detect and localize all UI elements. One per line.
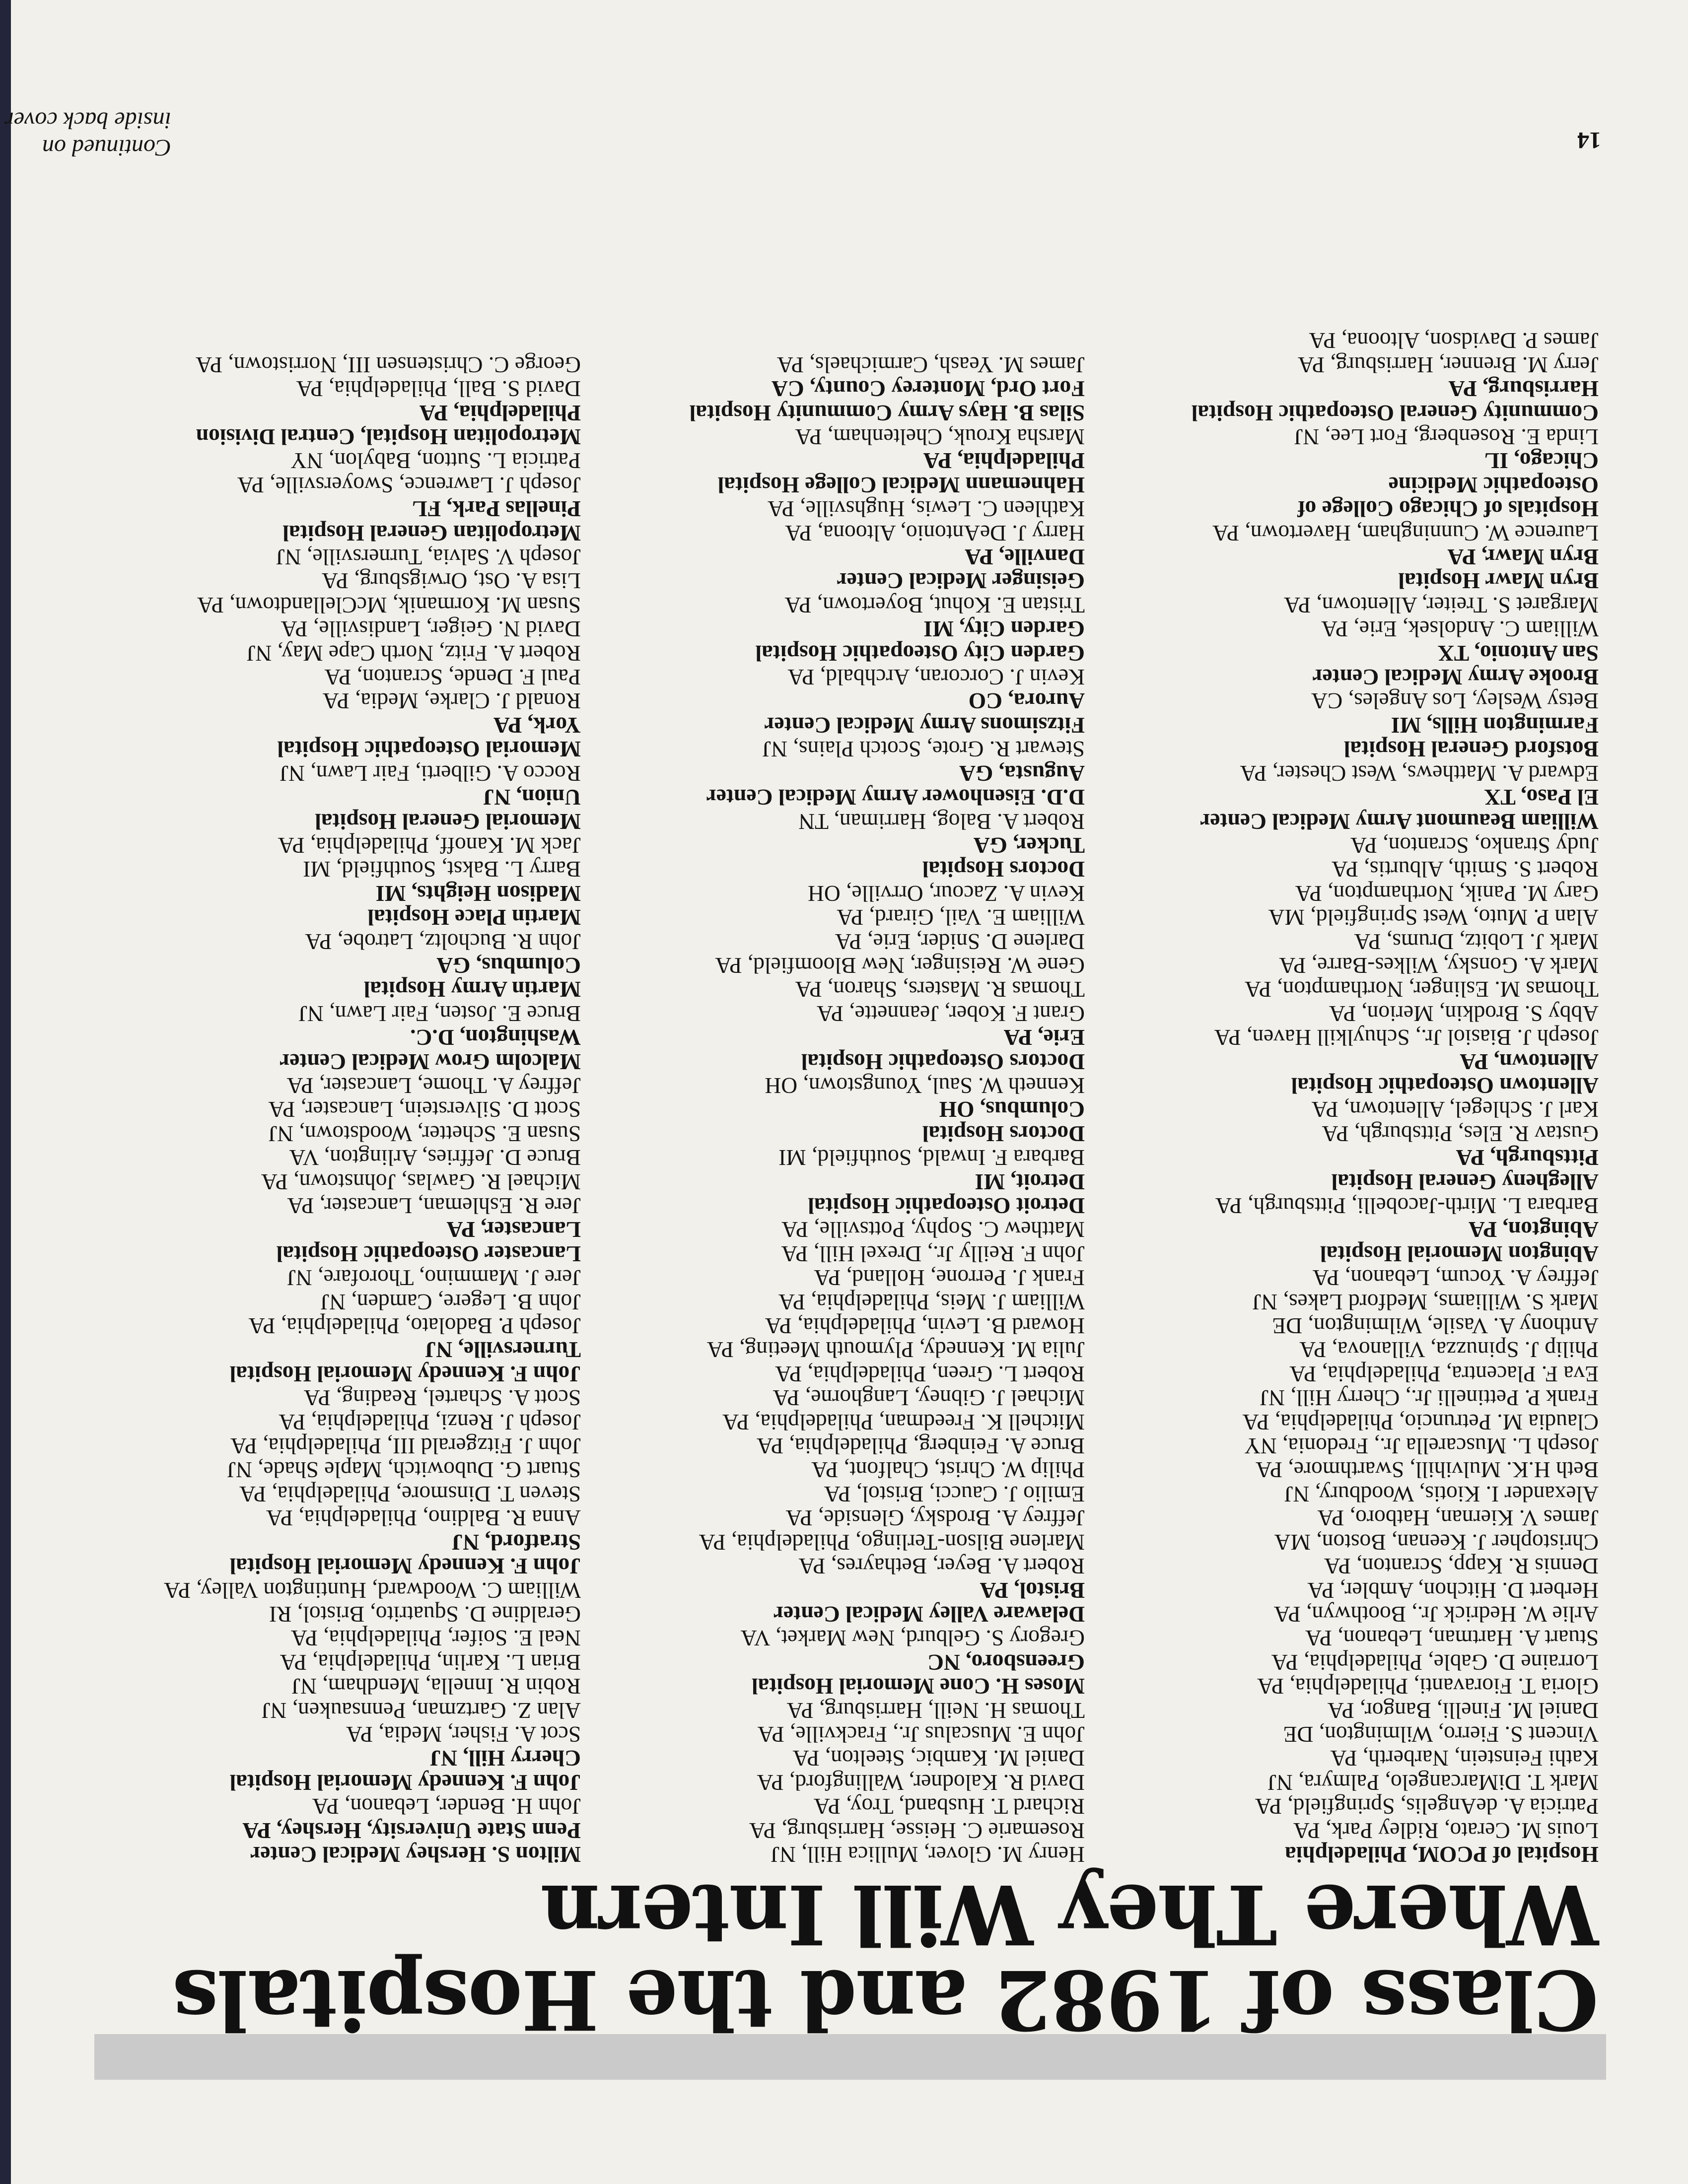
intern-entry: Vincent S. Fierro, Wilmington, DE	[1283, 1721, 1599, 1747]
intern-entry: Jere J. Mammino, Thorofare, NJ	[287, 1265, 581, 1291]
intern-entry: Mark S. Williams, Medford Lakes, NJ	[1252, 1289, 1599, 1315]
intern-entry: Thomas H. Neill, Harrisburg, PA	[786, 1698, 1085, 1723]
intern-entry: Eva F. Placentra, Philadelphia, PA	[1289, 1361, 1599, 1387]
hospital-heading: Delaware Valley Medical Center	[773, 1601, 1085, 1627]
intern-entry: Thomas R. Masters, Sharon, PA	[795, 977, 1085, 1003]
intern-entry: Tristan E. Kohut, Boyertown, PA	[784, 592, 1085, 618]
intern-entry: Paul F. Dende, Scranton, PA	[324, 665, 581, 690]
hospital-heading: Memorial Osteopathic Hospital	[277, 737, 581, 762]
intern-entry: Lisa A. Ost, Orwigsburg, PA	[321, 568, 581, 594]
intern-entry: Scott A. Schartel, Reading, PA	[303, 1385, 581, 1411]
intern-entry: George C. Christensen III, Norristown, PA	[196, 352, 581, 378]
intern-entry: Joseph J. Renzi, Philadelphia, PA	[279, 1409, 581, 1435]
hospital-heading: Botsford General Hospital	[1343, 737, 1599, 762]
hospital-heading: Erie, PA	[1003, 1025, 1085, 1051]
intern-entry: Judy Stranko, Scranton, PA	[1350, 832, 1599, 858]
intern-entry: Daniel M. Finelli, Bangor, PA	[1327, 1698, 1599, 1723]
page-number: 14	[1577, 127, 1601, 153]
hospital-heading: William Beaumont Army Medical Center	[1200, 809, 1599, 834]
hospital-heading: Abington Memorial Hospital	[1320, 1241, 1599, 1267]
intern-entry: Kathi Feinstein, Narberth, PA	[1330, 1746, 1599, 1772]
intern-entry: Mitchell K. Freedman, Philadelphia, PA	[722, 1409, 1085, 1435]
hospital-heading: Harrisburg, PA	[1448, 376, 1599, 402]
hospital-heading: Philadelphia, PA	[419, 400, 581, 426]
hospital-heading: Bryn Mawr, PA	[1447, 545, 1599, 570]
intern-entry: Rocco A. Gilberti, Fair Lawn, NJ	[280, 760, 581, 786]
intern-entry: Robert L. Green, Philadelphia, PA	[775, 1361, 1085, 1387]
intern-entry: Christopher J. Keenan, Boston, MA	[1274, 1529, 1599, 1555]
intern-entry: Robin R. Innella, Mendham, NJ	[291, 1674, 581, 1700]
intern-entry: Darlene D. Snider, Erie, PA	[835, 929, 1085, 955]
hospital-heading: Aurora, CO	[968, 688, 1085, 714]
hospital-heading: Lancaster, PA	[446, 1217, 581, 1243]
intern-entry: Lorraine D. Gable, Philadelphia, PA	[1271, 1649, 1599, 1675]
column-1	[1102, 329, 1599, 1866]
intern-entry: Grant F. Kober, Jeannette, PA	[816, 1001, 1085, 1026]
hospital-heading: Doctors Osteopathic Hospital	[801, 1049, 1085, 1075]
intern-entry: Joseph P. Badolato, Philadelphia, PA	[248, 1313, 581, 1339]
intern-entry: John B. Legere, Camden, NJ	[320, 1289, 581, 1315]
hospital-heading: John F. Kennedy Memorial Hospital	[229, 1770, 581, 1795]
hospital-heading: Augusta, GA	[959, 760, 1085, 786]
hospital-heading: Brooke Army Medical Center	[1312, 665, 1599, 690]
intern-entry: Jeffrey A. Brodsky, Glenside, PA	[785, 1505, 1085, 1531]
hospital-heading: Tucker, GA	[973, 832, 1085, 858]
intern-entry: Michael R. Gawlas, Johnstown, PA	[261, 1169, 581, 1195]
hospital-heading: Allentown, PA	[1460, 1049, 1599, 1075]
intern-entry: William E. Vail, Girard, PA	[837, 905, 1085, 931]
intern-entry: Alan P. Muto, West Springfield, MA	[1268, 905, 1599, 931]
intern-entry: Joseph V. Salvia, Turnersville, NJ	[276, 545, 581, 570]
intern-entry: Richard T. Husband, Troy, PA	[813, 1794, 1085, 1820]
hospital-heading: Metropolitan Hospital, Central Division	[196, 424, 581, 450]
intern-entry: Kathleen C. Lewis, Hughsville, PA	[767, 496, 1085, 522]
intern-entry: Gary M. Panik, Northampton, PA	[1295, 881, 1599, 906]
hospital-heading: Martin Army Hospital	[363, 977, 581, 1003]
intern-entry: Gene W. Reisinger, New Bloomfield, PA	[715, 953, 1085, 978]
hospital-heading: Bristol, PA	[980, 1577, 1085, 1603]
intern-entry: David N. Geiger, Landisville, PA	[281, 616, 581, 642]
hospital-heading: Silas B. Hays Army Community Hospital	[689, 400, 1085, 426]
intern-entry: Kevin A. Zacour, Orrville, OH	[808, 881, 1085, 906]
hospital-heading: Madison Heights, MI	[375, 881, 581, 906]
intern-entry: William C. Andolsek, Erie, PA	[1321, 616, 1599, 642]
intern-entry: John F. Reilly Jr., Drexel Hill, PA	[781, 1241, 1085, 1267]
intern-entry: Steven T. Dinsmore, Philadelphia, PA	[239, 1481, 581, 1507]
hospital-heading: Columbus, OH	[939, 1097, 1085, 1123]
intern-entry: Philip W. Christ, Chalfont, PA	[811, 1457, 1085, 1483]
intern-entry: Gregory S. Gelburd, New Market, VA	[740, 1626, 1085, 1651]
hospital-heading: Martin Place Hospital	[367, 905, 581, 931]
intern-entry: Betsy Wesley, Los Angeles, CA	[1311, 688, 1599, 714]
intern-entry: Robert A. Balog, Harriman, TN	[798, 809, 1085, 834]
intern-entry: Henry M. Glover, Mullica Hill, NJ	[771, 1842, 1085, 1867]
hospital-heading: Farmington Hills, MI	[1391, 712, 1599, 738]
intern-entry: Frank P. Pettinelli Jr., Cherry Hill, NJ	[1260, 1385, 1599, 1411]
intern-entry: Robert A. Fritz, North Cape May, NJ	[246, 640, 581, 666]
intern-entry: Geraldine D. Squatrito, Bristol, RI	[269, 1601, 581, 1627]
intern-entry: David R. Kalodner, Wallingford, PA	[757, 1770, 1085, 1795]
hospital-heading: Pittsburgh, PA	[1456, 1145, 1599, 1171]
hospital-heading: Community General Osteopathic Hospital	[1191, 400, 1599, 426]
hospital-heading: Malcolm Grow Medical Center	[280, 1049, 581, 1075]
intern-entry: Jeffrey A. Thome, Lancaster, PA	[286, 1073, 581, 1098]
intern-entry: Margaret S. Treiter, Allentown, PA	[1284, 592, 1599, 618]
intern-entry: Matthew C. Sophy, Pottsville, PA	[781, 1217, 1085, 1243]
hospital-heading: Allegheny General Hospital	[1331, 1169, 1599, 1195]
intern-entry: Alan Z. Gartzman, Pennsauken, NJ	[261, 1698, 581, 1723]
intern-entry: John R. Bucholtz, Latrobe, PA	[305, 929, 581, 955]
intern-entry: Barbara F. Inwald, Southfield, MI	[778, 1145, 1085, 1171]
intern-entry: Stuart G. Dubowitch, Maple Shade, NJ	[227, 1457, 581, 1483]
intern-entry: John E. Muscalus Jr., Frackville, PA	[757, 1721, 1085, 1747]
hospital-heading: Columbus, GA	[436, 953, 581, 978]
intern-entry: Linda E. Rosenberg, Fort Lee, NJ	[1294, 424, 1599, 450]
intern-entry: Emilio J. Caucci, Bristol, PA	[824, 1481, 1085, 1507]
intern-entry: Thomas M. Eslinger, Northampton, PA	[1244, 977, 1599, 1003]
hospital-heading: Pinellas Park, FL	[412, 496, 581, 522]
hospital-heading: Doctors Hospital	[922, 857, 1085, 883]
intern-entry: Harry J. DeAntonio, Altoona, PA	[785, 520, 1085, 546]
hospital-heading: Abington, PA	[1468, 1217, 1599, 1243]
intern-entry: Arlie W. Hedrick Jr., Boothwyn, PA	[1273, 1601, 1599, 1627]
intern-entry: Gloria T. Fioravanti, Philadelphia, PA	[1257, 1674, 1599, 1700]
hospital-heading: Allentown Osteopathic Hospital	[1291, 1073, 1599, 1098]
intern-entry: Neal E. Soifer, Philadelphia, PA	[290, 1626, 581, 1651]
page-title	[173, 1866, 1599, 2048]
hospital-heading: York, PA	[493, 712, 581, 738]
hospital-heading: Chicago, IL	[1484, 448, 1599, 474]
hospital-heading: Washington, D.C.	[410, 1025, 581, 1051]
intern-entry: Herbert D. Hitchon, Ambler, PA	[1307, 1577, 1599, 1603]
hospital-heading: San Antonio, TX	[1437, 640, 1599, 666]
intern-entry: Jere R. Eshleman, Lancaster, PA	[287, 1193, 581, 1219]
intern-entry: Jerry M. Brenner, Harrisburg, PA	[1297, 352, 1599, 378]
hospital-heading: Memorial General Hospital	[315, 809, 581, 834]
intern-entry: Rosemarie C. Heisse, Harrisburg, PA	[749, 1818, 1085, 1843]
intern-entry: Daniel M. Kambic, Steelton, PA	[792, 1746, 1085, 1772]
hospital-heading: Turnersville, NJ	[424, 1337, 581, 1363]
intern-entry: Ronald J. Clarke, Media, PA	[322, 688, 581, 714]
hospital-heading: Stratford, NJ	[451, 1529, 581, 1555]
intern-entry: Bruce D. Jeffries, Arlington, VA	[289, 1145, 581, 1171]
hospital-heading: Union, NJ	[483, 785, 581, 811]
hospital-heading: Bryn Mawr Hospital	[1398, 568, 1599, 594]
column-2	[588, 352, 1085, 1866]
intern-entry: Scott D. Silverstein, Lancaster, PA	[268, 1097, 581, 1123]
page-title-line-1: Class of 1982 and the Hospitals	[173, 1952, 1599, 2048]
intern-entry: James P. Davidson, Altoona, PA	[1309, 328, 1599, 354]
hospital-heading: El Paso, TX	[1484, 785, 1599, 811]
intern-entry: Louis M. Cerato, Ridley Park, PA	[1293, 1818, 1599, 1843]
intern-entry: Abby S. Brodkin, Merion, PA	[1329, 1001, 1599, 1026]
hospital-heading: Moses H. Cone Memorial Hospital	[751, 1674, 1085, 1700]
hospital-heading: Lancaster Osteopathic Hospital	[276, 1241, 581, 1267]
column-3	[84, 352, 581, 1866]
page-title-line-2: Where They Will Intern	[541, 1866, 1599, 1963]
intern-entry: James V. Kiernan, Hatboro, PA	[1317, 1505, 1599, 1531]
intern-entry: Edward A. Matthews, West Chester, PA	[1240, 760, 1599, 786]
intern-entry: Bruce E. Josten, Fair Lawn, NJ	[298, 1001, 581, 1026]
intern-entry: William C. Woodward, Huntington Valley, PA	[163, 1577, 581, 1603]
intern-entry: Stewart R. Grote, Scotch Plains, NJ	[762, 737, 1085, 762]
intern-entry: Frank J. Perrone, Holland, PA	[814, 1265, 1085, 1291]
intern-entry: Joseph L. Muscarella Jr., Fredonia, NY	[1244, 1433, 1599, 1459]
hospital-heading: Hahnemann Medical College Hospital	[717, 472, 1085, 498]
continued-note: Continued on inside back cover	[4, 107, 171, 161]
hospital-heading: Greensboro, NC	[927, 1649, 1085, 1675]
intern-entry: John J. Fitzgerald III, Philadelphia, PA	[230, 1433, 581, 1459]
intern-entry: Robert S. Smith, Alburtis, PA	[1331, 857, 1599, 883]
intern-entry: Marsha Krouk, Cheltenham, PA	[795, 424, 1085, 450]
hospital-heading: Danville, PA	[965, 545, 1085, 570]
hospital-heading: Fort Ord, Monterey County, CA	[771, 376, 1085, 402]
intern-entry: Mark J. Lobitz, Drums, PA	[1354, 929, 1599, 955]
hospital-heading: John F. Kennedy Memorial Hospital	[229, 1554, 581, 1579]
intern-entry: Julia M. Kennedy, Plymouth Meeting, PA	[706, 1337, 1085, 1363]
intern-entry: Kevin J. Corcoran, Archbald, PA	[787, 665, 1085, 690]
intern-entry: John H. Bender, Lebanon, PA	[312, 1794, 581, 1820]
hospital-heading: Garden City Osteopathic Hospital	[755, 640, 1085, 666]
hospital-heading: Detroit, MI	[975, 1169, 1085, 1195]
intern-entry: Dennis R. Kapp, Scranton, PA	[1324, 1554, 1599, 1579]
hospital-heading: Detroit Osteopathic Hospital	[808, 1193, 1085, 1219]
intern-entry: David S. Ball, Philadelphia, PA	[296, 376, 581, 402]
intern-entry: Mark T. DiMarcangelo, Palmyra, NJ	[1267, 1770, 1599, 1795]
intern-entry: Robert A. Beyer, Bethayres, PA	[798, 1554, 1085, 1579]
intern-entry: Karl J. Schlegel, Allentown, PA	[1311, 1097, 1599, 1123]
intern-entry: Philip J. Spinuzza, Villanova, PA	[1299, 1337, 1599, 1363]
intern-entry: Scot A. Fisher, Media, PA	[346, 1721, 581, 1747]
hospital-heading: John F. Kennedy Memorial Hospital	[229, 1361, 581, 1387]
hospital-heading: Fitzsimons Army Medical Center	[764, 712, 1085, 738]
hospital-heading: Doctors Hospital	[922, 1121, 1085, 1147]
intern-entry: Susan E. Schetter, Woodstown, NJ	[268, 1121, 581, 1147]
intern-entry: Michael J. Gibney, Langhorne, PA	[773, 1385, 1085, 1411]
intern-entry: Joseph J. Biasiol Jr., Schuylkill Haven, PA	[1214, 1025, 1599, 1051]
intern-entry: Patricia L. Sutton, Babylon, NY	[290, 448, 581, 474]
intern-entry: Anthony A. Vasile, Wilmington, DE	[1272, 1313, 1599, 1339]
intern-entry: Howard B. Levin, Philadelphia, PA	[765, 1313, 1085, 1339]
intern-entry: Stuart A. Hartman, Lebanon, PA	[1305, 1626, 1599, 1651]
intern-entry: Anna R. Baldino, Philadelphia, PA	[266, 1505, 581, 1531]
intern-entry: Jack M. Kanoff, Philadelphia, PA	[278, 832, 581, 858]
hospital-heading: Milton S. Hershey Medical Center	[250, 1842, 581, 1867]
intern-entry: Beth H.K. Mulvihill, Swarthmore, PA	[1256, 1457, 1599, 1483]
intern-entry: Mark A. Gonsky, Wilkes-Barre, PA	[1279, 953, 1599, 978]
intern-entry: Gustav R. Eles, Pittsburgh, PA	[1322, 1121, 1599, 1147]
intern-entry: Brian L. Karlin, Philadelphia, PA	[280, 1649, 581, 1675]
hospital-heading: Penn State University, Hershey, PA	[242, 1818, 581, 1843]
hospital-heading: Osteopathic Medicine	[1388, 472, 1599, 498]
hospital-heading: Geisinger Medical Center	[837, 568, 1085, 594]
hospital-heading: Philadelphia, PA	[923, 448, 1085, 474]
intern-entry: Bruce A. Feinberg, Philadelphia, PA	[757, 1433, 1085, 1459]
intern-entry: Laurence W. Cunningham, Havertown, PA	[1212, 520, 1599, 546]
intern-entry: William J. Meis, Philadelphia, PA	[778, 1289, 1085, 1315]
hospital-heading: Hospitals of Chicago College of	[1297, 496, 1599, 522]
intern-entry: Claudia M. Petruncio, Philadelphia, PA	[1242, 1409, 1599, 1435]
intern-entry: Susan M. Kormanik, McClellandtown, PA	[197, 592, 581, 618]
hospital-heading: Cherry Hill, NJ	[429, 1746, 581, 1772]
intern-entry: Alexander I. Kiotis, Woodbury, NJ	[1284, 1481, 1599, 1507]
hospital-heading: Metropolitan General Hospital	[282, 520, 581, 546]
hospital-heading: Hospital of PCOM, Philadelphia	[1284, 1842, 1599, 1867]
intern-entry: Patricia A. deAngelis, Springfield, PA	[1255, 1794, 1599, 1820]
intern-entry: Kenneth W. Saul, Youngstown, OH	[765, 1073, 1085, 1098]
intern-entry: Barbara L. Mirth-Jacobelli, Pittsburgh, PA	[1215, 1193, 1599, 1219]
intern-entry: Jeffrey A. Yocum, Lebanon, PA	[1312, 1265, 1599, 1291]
intern-entry: James M. Yeash, Carmichaels, PA	[776, 352, 1085, 378]
hospital-heading: D.D. Eisenhower Army Medical Center	[706, 785, 1085, 811]
intern-entry: Barry L. Bakst, Southfield, MI	[303, 857, 581, 883]
intern-entry: Marlene Bilson-Terlingo, Philadelphia, PA	[699, 1529, 1085, 1555]
hospital-heading: Garden City, MI	[923, 616, 1085, 642]
intern-entry: Joseph J. Lawrence, Swoyersville, PA	[237, 472, 581, 498]
